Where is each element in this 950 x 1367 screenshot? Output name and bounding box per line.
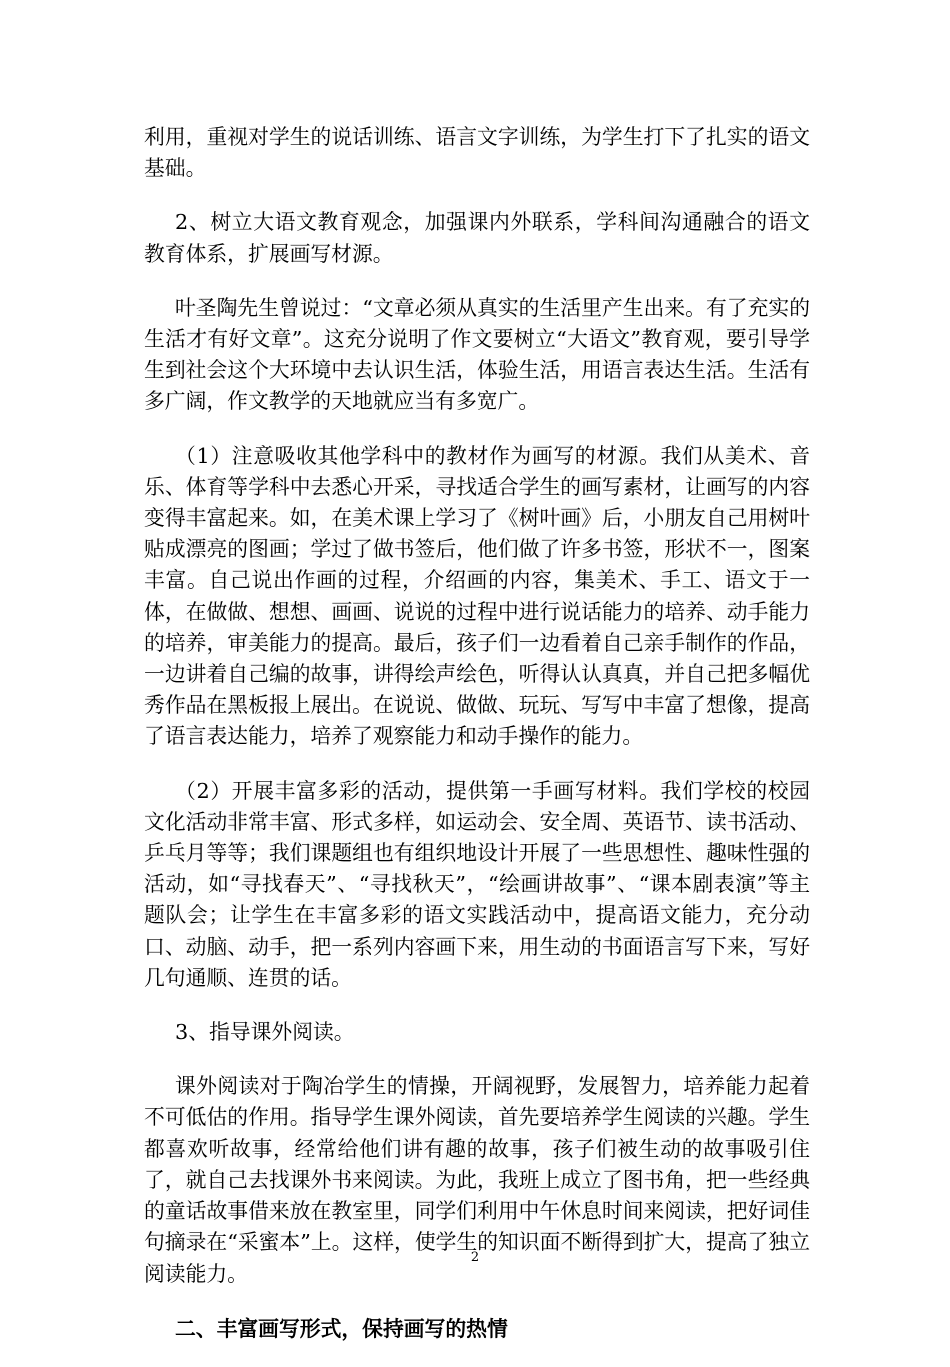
paragraph: 利用，重视对学生的说话训练、语言文字训练，为学生打下了扎实的语文基础。	[144, 125, 810, 181]
paragraph: （2）开展丰富多彩的活动，提供第一手画写材料。我们学校的校园文化活动非常丰富、形式多样，如运动会、安全周、英语节、读书活动、乒乓月等等；我们课题组也有组织地设计开展了一些思想性、趣味性强的活动，如“寻找春天”、“寻找秋天”，“绘画讲故事”、“课本剧表演”等主题队会；让学生在丰富多彩的语文实践活动中，提高语文能力，充分动口、动脑、动手，把一系列内容画下来，用生动的书面语言写下来，写好几句通顺、连贯的话。	[144, 778, 810, 990]
paragraph: 课外阅读对于陶冶学生的情操，开阔视野，发展智力，培养能力起着不可低估的作用。指导学生课外阅读，首先要培养学生阅读的兴趣。学生都喜欢听故事，经常给他们讲有趣的故事，孩子们被生动的故事吸引住了，就自己去找课外书来阅读。为此，我班上成立了图书角，把一些经典的童话故事借来放在教室里，同学们利用中午休息时间来阅读，把好词佳句摘录在“采蜜本”上。这样，使学生的知识面不断得到扩大，提高了独立阅读能力。	[144, 1074, 810, 1286]
paragraph: （1）注意吸收其他学科中的教材作为画写的材源。我们从美术、音乐、体育等学科中去悉心开采，寻找适合学生的画写素材，让画写的内容变得丰富起来。如，在美术课上学习了《树叶画》后，小朋友自己用树叶贴成漂亮的图画；学过了做书签后，他们做了许多书签，形状不一，图案丰富。自己说出作画的过程，介绍画的内容，集美术、手工、语文于一体，在做做、想想、画画、说说的过程中进行说话能力的培养、动手能力的培养，审美能力的提高。最后，孩子们一边看着自己亲手制作的作品，一边讲着自己编的故事，讲得绘声绘色，听得认认真真，并自己把多幅优秀作品在黑板报上展出。在说说、做做、玩玩、写写中丰富了想像，提高了语言表达能力，培养了观察能力和动手操作的能力。	[144, 443, 810, 749]
paragraph: 3、指导课外阅读。	[175, 1020, 355, 1045]
paragraph: 2、树立大语文教育观念，加强课内外联系，学科间沟通融合的语文教育体系，扩展画写材源。	[144, 210, 810, 266]
page-number: 2	[470, 1250, 480, 1265]
body-text	[144, 122, 810, 1367]
paragraph: 叶圣陶先生曾说过：“文章必须从真实的生活里产生出来。有了充实的生活才有好文章”。这充分说明了作文要树立“大语文”教育观，要引导学生到社会这个大环境中去认识生活，体验生活，用语言表达生活。生活有多广阔，作文教学的天地就应当有多宽广。	[144, 295, 810, 414]
section-heading: 二、丰富画写形式，保持画写的热情	[175, 1315, 508, 1341]
